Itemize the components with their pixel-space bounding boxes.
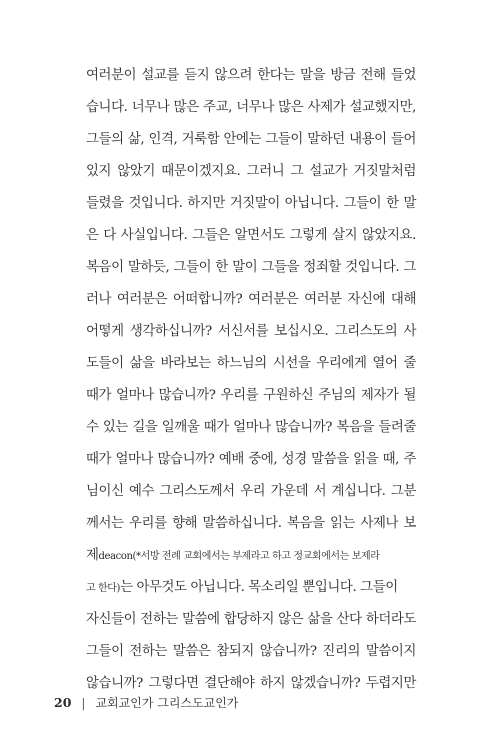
body-text xyxy=(86,60,416,700)
text-line: 때가 얼마나 많습니까? 예배 중에, 성경 말씀을 읽을 때, 주 xyxy=(86,452,416,467)
running-title: 교회교인가 그리스도교인가 xyxy=(95,696,239,710)
text-line: 어떻게 생각하십니까? 서신서를 보십시오. 그리스도의 사 xyxy=(86,324,416,339)
translator-note-end: 고 한다) xyxy=(86,583,121,594)
text-line: 여러분이 설교를 듣지 않으려 한다는 말을 방금 전해 들었 xyxy=(86,68,416,83)
text-line: 그들이 전하는 말씀은 참되지 않습니까? 진리의 말씀이지 xyxy=(86,644,416,659)
text-line: 도들이 삶을 바라보는 하느님의 시선을 우리에게 열어 줄 xyxy=(86,356,416,371)
page-number: 20 xyxy=(54,695,72,710)
text-line: 습니다. 너무나 많은 주교, 너무나 많은 사제가 설교했지만, xyxy=(86,100,416,115)
footer-separator: | xyxy=(81,695,86,710)
text-line: 수 있는 길을 일깨울 때가 얼마나 많습니까? 복음을 들려줄 xyxy=(86,420,416,435)
text-line: 님이신 예수 그리스도께서 우리 가운데 서 계십니다. 그분 xyxy=(86,484,416,499)
text-line: 자신들이 전하는 말씀에 합당하지 않은 삶을 산다 하더라도 xyxy=(86,612,416,627)
page-footer xyxy=(54,694,238,711)
text-line: 않습니까? 그렇다면 결단해야 하지 않겠습니까? 두렵지만 xyxy=(86,676,416,691)
text-line: 들렸을 것입니다. 하지만 거짓말이 아닙니다. 그들이 한 말 xyxy=(86,196,416,211)
text-line-with-note xyxy=(86,572,416,604)
text-line: 그들의 삶, 인격, 거룩함 안에는 그들이 말하던 내용이 들어 xyxy=(86,132,416,147)
text-line: 러나 여러분은 어떠합니까? 여러분은 여러분 자신에 대해 xyxy=(86,292,416,307)
text-line-with-note xyxy=(86,540,416,572)
text-line: 은 다 사실입니다. 그들은 알면서도 그렇게 살지 않았지요. xyxy=(86,228,416,243)
text-line: 께서는 우리를 향해 말씀하십니다. 복음을 읽는 사제나 보 xyxy=(86,516,416,531)
translator-note: deacon(*서방 전례 교회에서는 부제라고 하고 정교회에서는 보제라 xyxy=(98,551,380,562)
text-line: 있지 않았기 때문이겠지요. 그러니 그 설교가 거짓말처럼 xyxy=(86,164,416,179)
text-run: 는 아무것도 아닙니다. 목소리일 뿐입니다. 그들이 xyxy=(120,580,398,595)
text-run: 제 xyxy=(86,548,99,563)
text-line: 복음이 말하듯, 그들이 한 말이 그들을 정죄할 것입니다. 그 xyxy=(86,260,416,275)
text-line: 때가 얼마나 많습니까? 우리를 구원하신 주님의 제자가 될 xyxy=(86,388,416,403)
